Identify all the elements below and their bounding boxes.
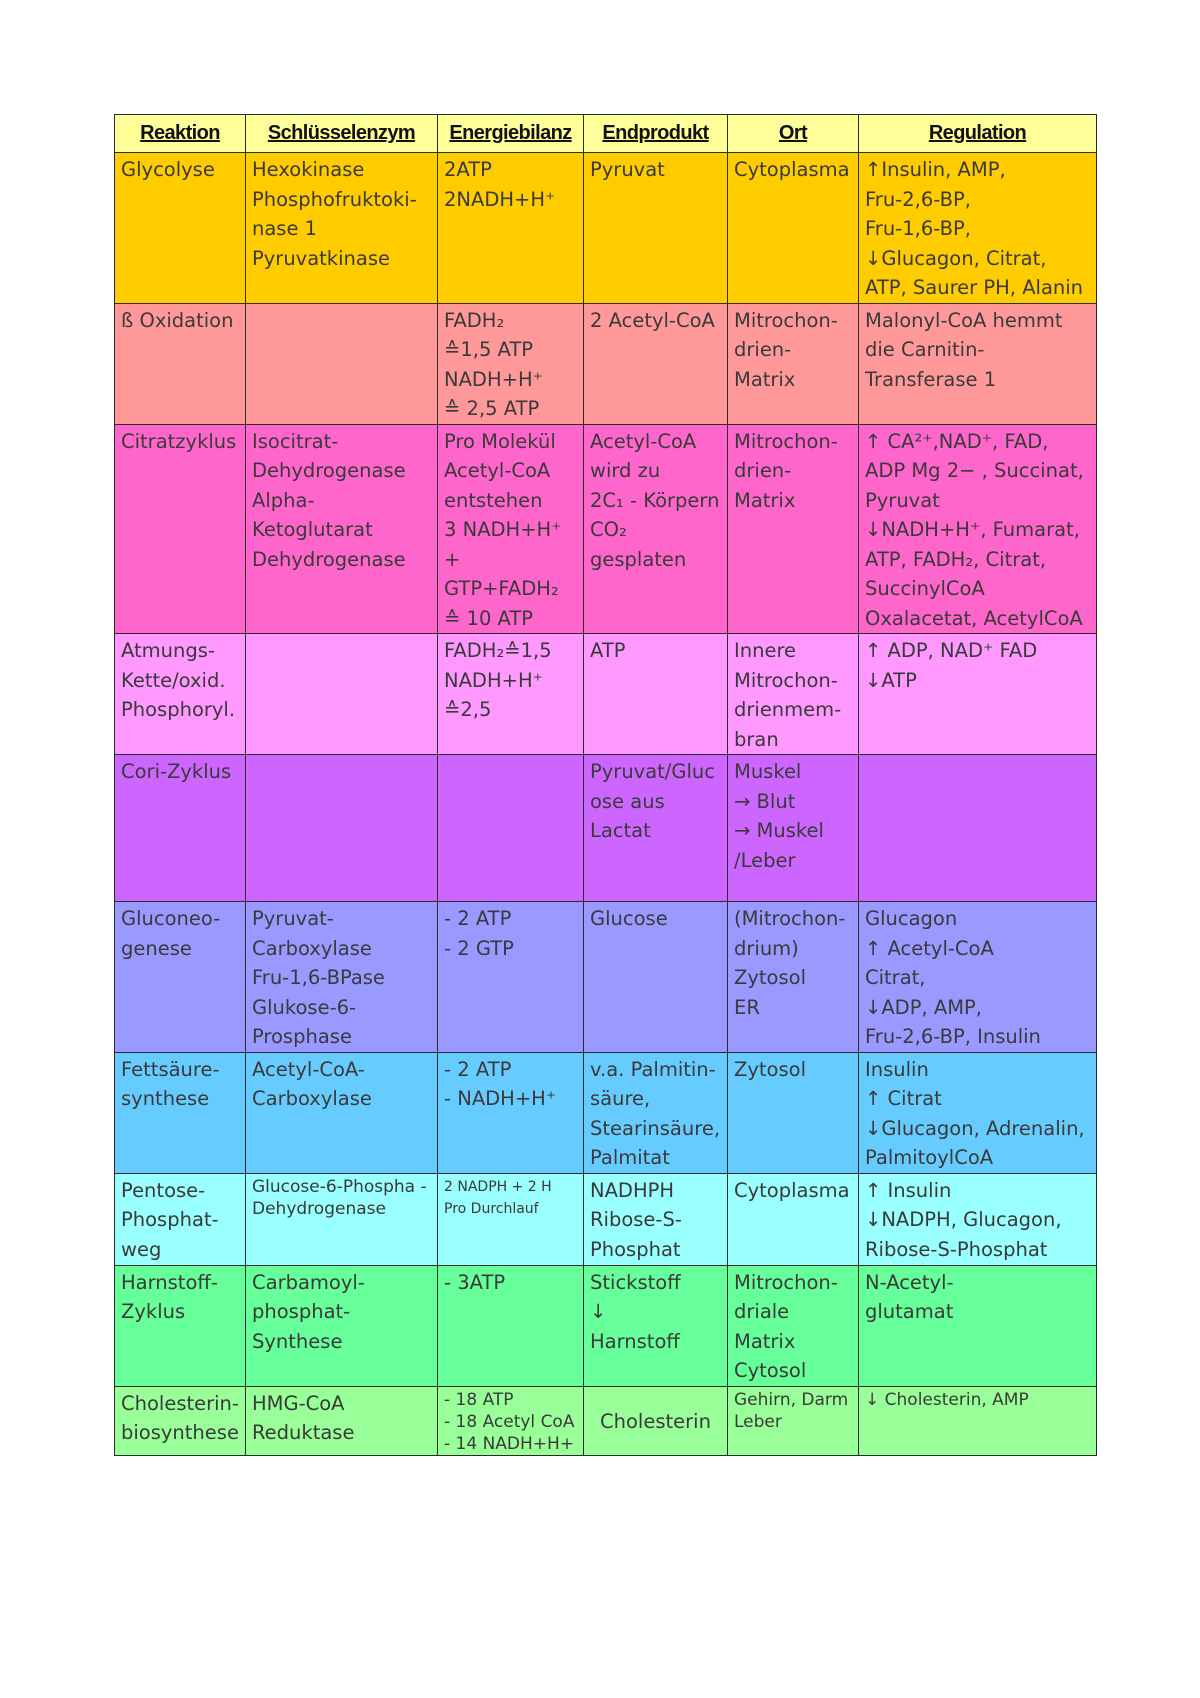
cell-endprodukt: Stickstoff ↓ Harnstoff: [584, 1265, 728, 1386]
cell-reaktion: Cori-Zyklus: [115, 755, 246, 902]
cell-schluesselenzym: [246, 755, 438, 902]
table-row: [115, 902, 1097, 1053]
cell-endprodukt: Pyruvat: [584, 153, 728, 304]
cell-reaktion: Atmungs- Kette/oxid. Phosphoryl.: [115, 634, 246, 755]
table-row: [115, 153, 1097, 304]
cell-ort: Muskel → Blut → Muskel /Leber: [728, 755, 859, 902]
table-row: [115, 303, 1097, 424]
header-schluesselenzym: Schlüsselenzym: [246, 115, 438, 153]
cell-regulation: Insulin ↑ Citrat ↓Glucagon, Adrenalin, PalmitoylCoA: [859, 1052, 1097, 1173]
cell-regulation: [859, 755, 1097, 902]
cell-schluesselenzym: Pyruvat- Carboxylase Fru-1,6-BPase Glukose-6- Prosphase: [246, 902, 438, 1053]
cell-energiebilanz: 2 NADPH + 2 H Pro Durchlauf: [438, 1173, 584, 1265]
header-ort: Ort: [728, 115, 859, 153]
cell-regulation: ↑ CA²⁺,NAD⁺, FAD, ADP Mg 2− , Succinat, Pyruvat ↓NADH+H⁺, Fumarat, ATP, FADH₂, Citrat, SuccinylCoA Oxalacetat, AcetylCoA: [859, 424, 1097, 634]
table-row: [115, 755, 1097, 902]
header-regulation: Regulation: [859, 115, 1097, 153]
cell-schluesselenzym: Isocitrat- Dehydrogenase Alpha- Ketoglutarat Dehydrogenase: [246, 424, 438, 634]
cell-ort: Mitrochon- drien- Matrix: [728, 303, 859, 424]
cell-energiebilanz: FADH₂≙1,5 NADH+H⁺ ≙2,5: [438, 634, 584, 755]
cell-reaktion: Harnstoff- Zyklus: [115, 1265, 246, 1386]
cell-energiebilanz: FADH₂ ≙1,5 ATP NADH+H⁺ ≙ 2,5 ATP: [438, 303, 584, 424]
cell-schluesselenzym: [246, 303, 438, 424]
cell-schluesselenzym: HMG-CoA Reduktase: [246, 1386, 438, 1455]
cell-energiebilanz: 2ATP 2NADH+H⁺: [438, 153, 584, 304]
cell-energiebilanz: - 3ATP: [438, 1265, 584, 1386]
cell-regulation: N-Acetyl- glutamat: [859, 1265, 1097, 1386]
cell-regulation: Malonyl-CoA hemmt die Carnitin- Transferase 1: [859, 303, 1097, 424]
cell-reaktion: Fettsäure- synthese: [115, 1052, 246, 1173]
cell-endprodukt: NADHPH Ribose-S- Phosphat: [584, 1173, 728, 1265]
cell-endprodukt: Glucose: [584, 902, 728, 1053]
cell-ort: Cytoplasma: [728, 153, 859, 304]
header-row: [115, 115, 1097, 153]
cell-reaktion: Gluconeo- genese: [115, 902, 246, 1053]
header-reaktion: Reaktion: [115, 115, 246, 153]
metabolism-table: [114, 114, 1097, 1456]
cell-schluesselenzym: Acetyl-CoA- Carboxylase: [246, 1052, 438, 1173]
cell-schluesselenzym: [246, 634, 438, 755]
cell-energiebilanz: - 2 ATP - 2 GTP: [438, 902, 584, 1053]
cell-endprodukt: v.a. Palmitin- säure, Stearinsäure, Palmitat: [584, 1052, 728, 1173]
cell-regulation: ↑ ADP, NAD⁺ FAD ↓ATP: [859, 634, 1097, 755]
cell-ort: Mitrochon- drien- Matrix: [728, 424, 859, 634]
cell-ort: Gehirn, Darm Leber: [728, 1386, 859, 1455]
cell-endprodukt: ATP: [584, 634, 728, 755]
cell-endprodukt: Pyruvat/Gluc ose aus Lactat: [584, 755, 728, 902]
cell-ort: Mitrochon- driale Matrix Cytosol: [728, 1265, 859, 1386]
cell-schluesselenzym: Glucose-6-Phospha - Dehydrogenase: [246, 1173, 438, 1265]
cell-reaktion: Glycolyse: [115, 153, 246, 304]
cell-regulation: ↑ Insulin ↓NADPH, Glucagon, Ribose-S-Phosphat: [859, 1173, 1097, 1265]
header-endprodukt: Endprodukt: [584, 115, 728, 153]
cell-energiebilanz: [438, 755, 584, 902]
table-row: [115, 1265, 1097, 1386]
cell-energiebilanz: - 2 ATP - NADH+H⁺: [438, 1052, 584, 1173]
cell-ort: Innere Mitrochon- drienmem- bran: [728, 634, 859, 755]
cell-regulation: ↓ Cholesterin, AMP: [859, 1386, 1097, 1455]
cell-endprodukt: Acetyl-CoA wird zu 2C₁ - Körpern CO₂ gesplaten: [584, 424, 728, 634]
table-row: [115, 1052, 1097, 1173]
header-energiebilanz: Energiebilanz: [438, 115, 584, 153]
cell-schluesselenzym: Hexokinase Phosphofruktoki- nase 1 Pyruvatkinase: [246, 153, 438, 304]
cell-ort: Zytosol: [728, 1052, 859, 1173]
cell-reaktion: Citratzyklus: [115, 424, 246, 634]
cell-regulation: ↑Insulin, AMP, Fru-2,6-BP, Fru-1,6-BP, ↓Glucagon, Citrat, ATP, Saurer PH, Alanin: [859, 153, 1097, 304]
cell-energiebilanz: - 18 ATP - 18 Acetyl CoA - 14 NADH+H+: [438, 1386, 584, 1455]
table-row: [115, 634, 1097, 755]
cell-ort: (Mitrochon- drium) Zytosol ER: [728, 902, 859, 1053]
cell-schluesselenzym: Carbamoyl- phosphat- Synthese: [246, 1265, 438, 1386]
table-row: [115, 424, 1097, 634]
cell-endprodukt: Cholesterin: [584, 1386, 728, 1455]
cell-energiebilanz: Pro Molekül Acetyl-CoA entstehen 3 NADH+H⁺ + GTP+FADH₂ ≙ 10 ATP: [438, 424, 584, 634]
cell-reaktion: Pentose- Phosphat- weg: [115, 1173, 246, 1265]
cell-ort: Cytoplasma: [728, 1173, 859, 1265]
cell-regulation: Glucagon ↑ Acetyl-CoA Citrat, ↓ADP, AMP, Fru-2,6-BP, Insulin: [859, 902, 1097, 1053]
cell-reaktion: ß Oxidation: [115, 303, 246, 424]
table-row: [115, 1386, 1097, 1455]
table-body: [115, 153, 1097, 1456]
cell-endprodukt: 2 Acetyl-CoA: [584, 303, 728, 424]
table-row: [115, 1173, 1097, 1265]
cell-reaktion: Cholesterin- biosynthese: [115, 1386, 246, 1455]
